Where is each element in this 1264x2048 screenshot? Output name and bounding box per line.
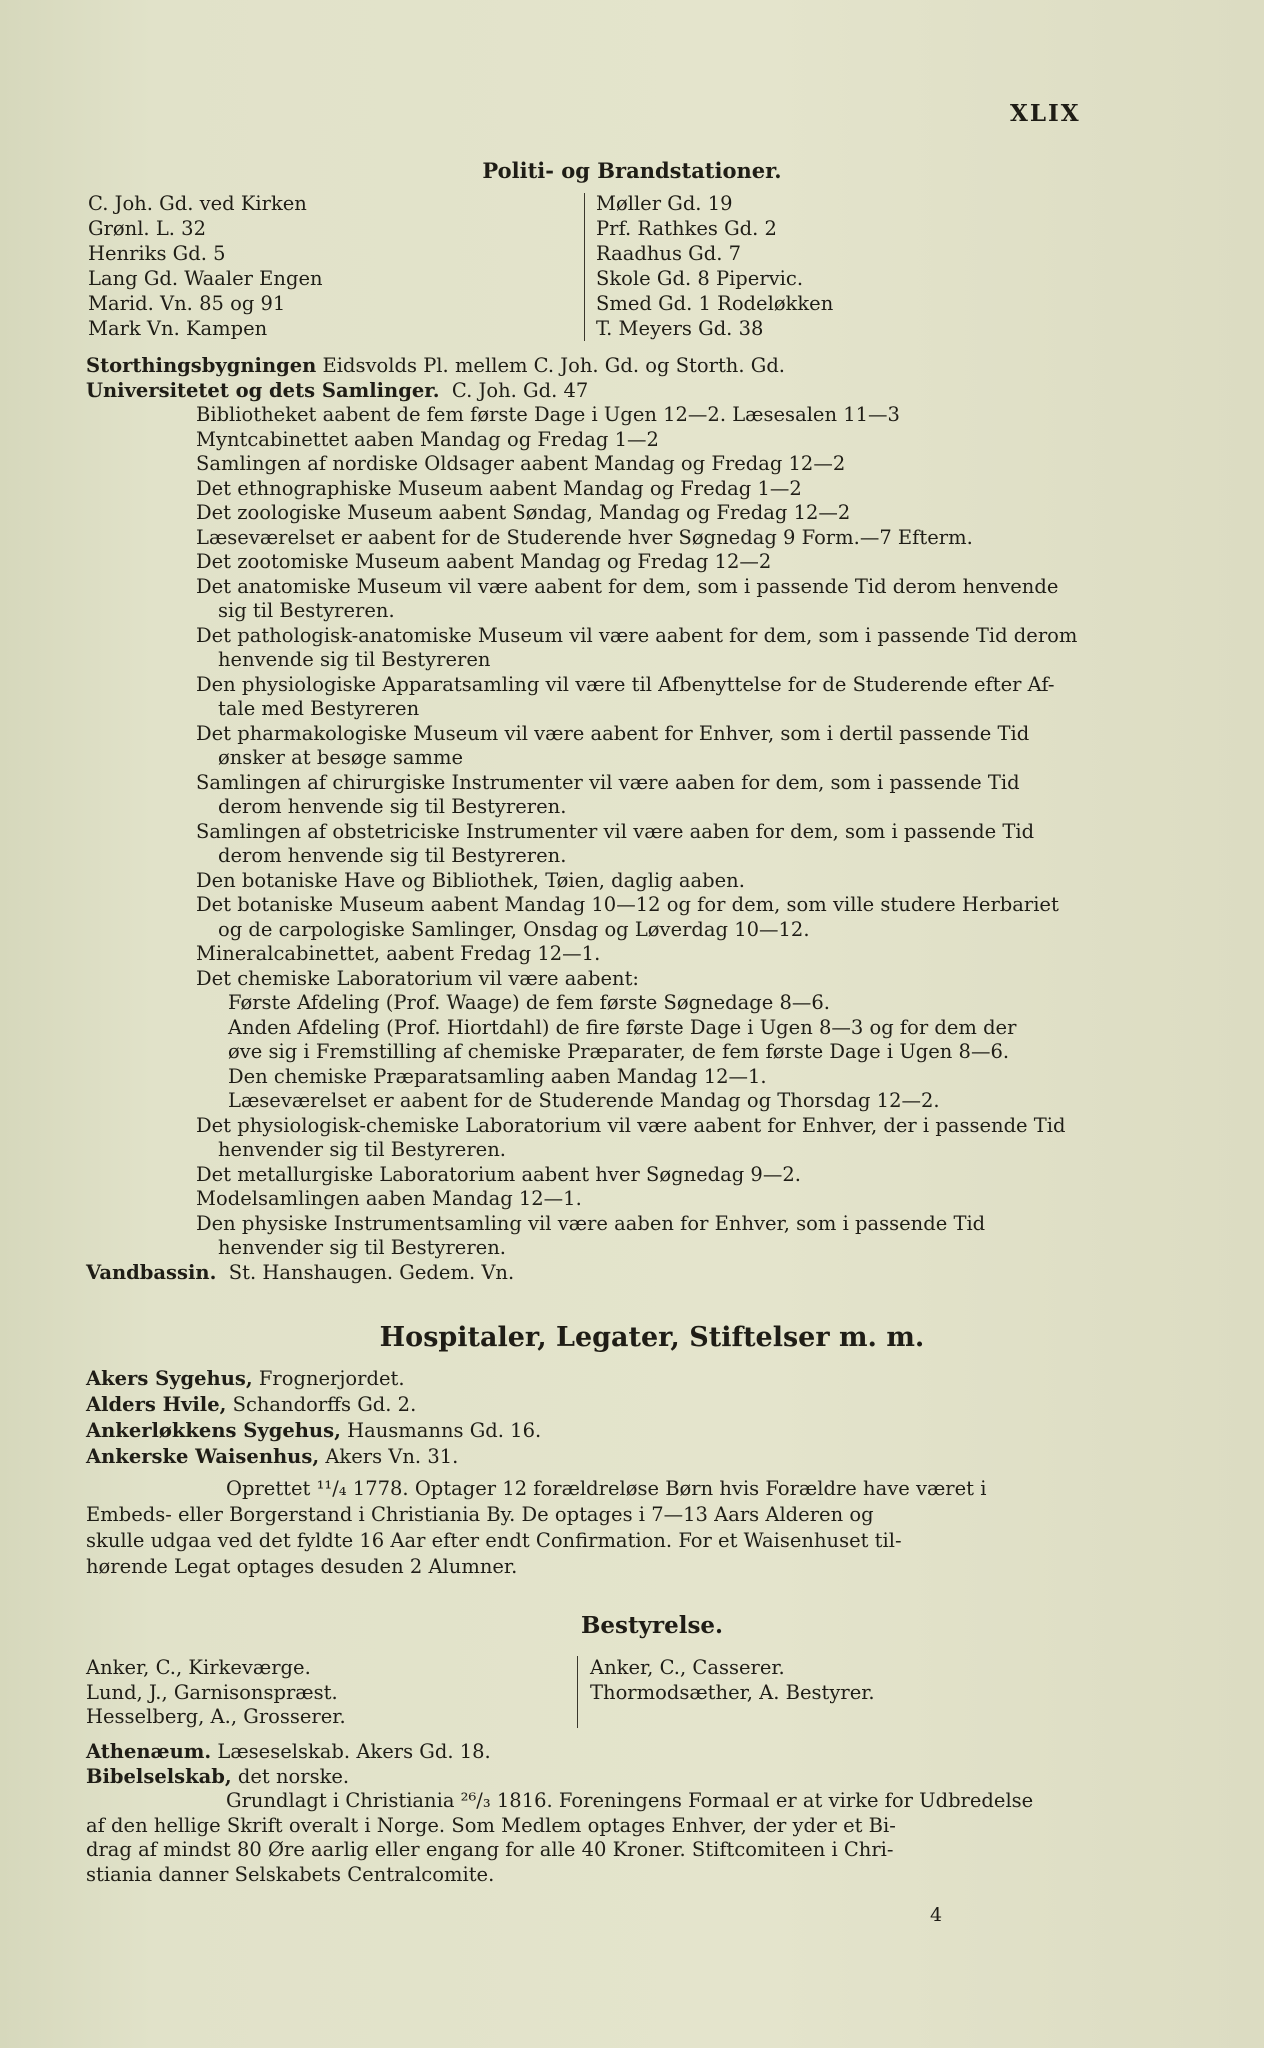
university-item — [86, 942, 1086, 967]
board-member: Hesselberg, A., Grosserer. — [86, 1705, 346, 1728]
university-item — [86, 575, 1086, 624]
university-item — [86, 428, 1086, 453]
politi-left-line: Grønl. L. 32 — [88, 217, 206, 240]
item-line: sig til Bestyreren. — [218, 599, 395, 622]
item-line: Den physiske Instrumentsamling vil være aaben for Enhver, som i passende Tid — [196, 1211, 986, 1235]
section-title-politi: Politi- og Brandstationer. — [482, 158, 782, 183]
university-item — [86, 1089, 1086, 1114]
hospital-entry — [86, 1444, 1086, 1470]
item-line: Læseværelset er aabent for de Studerende Mandag og Thorsdag 12—2. — [228, 1089, 940, 1112]
entry-heading: Alders Hvile, — [86, 1393, 227, 1416]
item-line: Det botaniske Museum aabent Mandag 10—12 og for dem, som ville studere Herbariet — [196, 893, 1059, 916]
university-item — [86, 967, 1086, 992]
paragraph-line: Oprettet ¹¹/₄ 1778. Optager 12 forældreløse Børn hvis Forældre have været i — [226, 1477, 987, 1500]
board-member: Thormodsæther, A. Bestyrer. — [590, 1680, 875, 1704]
politi-right-line: Prf. Rathkes Gd. 2 — [596, 217, 777, 240]
entry-heading: Akers Sygehus, — [86, 1367, 253, 1390]
university-item — [86, 820, 1086, 869]
item-line: Samlingen af nordiske Oldsager aabent Mandag og Fredag 12—2 — [196, 452, 846, 475]
athenaeum-entry — [86, 1740, 1096, 1765]
paragraph-line: stiania danner Selskabets Centralcomite. — [86, 1862, 495, 1886]
university-item — [86, 893, 1086, 942]
board-member: Anker, C., Kirkeværge. — [86, 1656, 311, 1679]
entry-text: C. Joh. Gd. 47 — [451, 378, 589, 402]
paragraph-line: hørende Legat optages desuden 2 Alumner. — [86, 1555, 518, 1578]
entry-text: det norske. — [237, 1764, 350, 1788]
hospital-entry — [86, 1418, 1086, 1444]
section-title-hospitaler: Hospitaler, Legater, Stiftelser m. m. — [379, 1322, 925, 1353]
university-item — [86, 991, 1086, 1016]
politi-left-line: Lang Gd. Waaler Engen — [88, 267, 323, 290]
university-item — [86, 624, 1086, 673]
paragraph-line: Embeds- eller Borgerstand i Christiania By. De optages i 7—13 Aars Alderen og — [86, 1503, 874, 1526]
item-line: derom henvende sig til Bestyreren. — [218, 844, 567, 867]
university-items-more — [86, 1114, 1086, 1261]
item-line: Det anatomiske Museum vil være aabent for dem, som i passende Tid derom henvende — [196, 574, 1059, 598]
item-line: henvender sig til Bestyreren. — [218, 1138, 506, 1161]
page-number: XLIX — [1010, 100, 1081, 127]
entry-text: Frognerjordet. — [258, 1367, 405, 1390]
board-member: Anker, C., Casserer. — [590, 1656, 785, 1679]
university-item — [86, 501, 1086, 526]
university-block — [86, 354, 1086, 1285]
item-line: og de carpologiske Samlinger, Onsdag og Løverdag 10—12. — [218, 917, 810, 941]
university-item — [86, 771, 1086, 820]
university-item — [86, 403, 1086, 428]
entry-heading: Storthingsbygningen — [86, 354, 317, 377]
university-item — [86, 477, 1086, 502]
item-line: Anden Afdeling (Prof. Hiortdahl) de fire første Dage i Ugen 8—3 og for dem der — [228, 1015, 1017, 1039]
item-line: Første Afdeling (Prof. Waage) de fem første Søgnedage 8—6. — [228, 991, 830, 1014]
university-item — [86, 1114, 1086, 1163]
politi-left-column — [88, 191, 323, 341]
board-right-column — [590, 1656, 875, 1705]
item-line: Myntcabinettet aaben Mandag og Fredag 1—2 — [196, 427, 659, 451]
politi-right-line: Skole Gd. 8 Pipervic. — [596, 267, 804, 290]
entry-heading: Bibelselskab, — [86, 1764, 232, 1788]
politi-left-line: Mark Vn. Kampen — [88, 317, 268, 340]
chemistry-items — [86, 991, 1086, 1114]
entry-text: Læseselskab. Akers Gd. 18. — [217, 1740, 491, 1763]
item-line: Den physiologiske Apparatsamling vil være til Afbenyttelse for de Studerende efter Af- — [196, 672, 1055, 696]
item-line: derom henvende sig til Bestyreren. — [218, 795, 567, 818]
entry-heading: Athenæum. — [86, 1740, 212, 1763]
item-line: Læseværelset er aabent for de Studerende hver Søgnedag 9 Form.—7 Efterm. — [196, 525, 973, 549]
paragraph-line: Grundlagt i Christiania ²⁶/₃ 1816. Foreningens Formaal er at virke for Udbredelse — [226, 1789, 1034, 1812]
signature-number: 4 — [930, 1904, 943, 1926]
item-line: Den botaniske Have og Bibliothek, Tøien, daglig aaben. — [196, 868, 745, 892]
item-line: Det zoologiske Museum aabent Søndag, Mandag og Fredag 12—2 — [196, 501, 851, 524]
university-item — [86, 1212, 1086, 1261]
item-line: Mineralcabinettet, aabent Fredag 12—1. — [196, 942, 601, 965]
item-line: tale med Bestyreren — [218, 697, 420, 720]
entry-heading: Ankerske Waisenhus, — [86, 1445, 320, 1468]
politi-right-line: Raadhus Gd. 7 — [596, 242, 742, 265]
item-line: henvender sig til Bestyreren. — [218, 1236, 506, 1259]
item-line: Modelsamlingen aaben Mandag 12—1. — [196, 1187, 582, 1210]
item-line: Det metallurgiske Laboratorium aabent hver Søgnedag 9—2. — [196, 1162, 801, 1186]
section-title-bestyrelse: Bestyrelse. — [580, 1612, 724, 1639]
politi-left-line: Henriks Gd. 5 — [88, 242, 226, 265]
storthing-entry — [86, 354, 1086, 379]
paragraph-line: af den hellige Skrift overalt i Norge. Som Medlem optages Enhver, der yder et Bi- — [86, 1813, 896, 1837]
item-line: Det zootomiske Museum aabent Mandag og Fredag 12—2 — [196, 550, 772, 573]
item-line: Det ethnographiske Museum aabent Mandag og Fredag 1—2 — [196, 476, 802, 500]
entry-heading: Universitetet og dets Samlinger. — [86, 378, 440, 402]
university-item — [86, 673, 1086, 722]
university-item — [86, 1163, 1086, 1188]
entry-text: Hausmanns Gd. 16. — [347, 1419, 542, 1442]
politi-left-line: C. Joh. Gd. ved Kirken — [88, 192, 307, 215]
item-line: øve sig i Fremstilling af chemiske Præparater, de fem første Dage i Ugen 8—6. — [228, 1040, 1010, 1063]
politi-right-line: Møller Gd. 19 — [596, 192, 733, 215]
item-line: Den chemiske Præparatsamling aaben Mandag 12—1. — [228, 1064, 767, 1088]
item-line: Det physiologisk-chemiske Laboratorium vil være aabent for Enhver, der i passende Tid — [196, 1113, 1066, 1137]
entry-heading: Ankerløkkens Sygehus, — [86, 1419, 341, 1442]
university-item — [86, 526, 1086, 551]
paragraph-line: drag af mindst 80 Øre aarlig eller engang for alle 40 Kroner. Stiftcomiteen i Chri- — [86, 1838, 894, 1861]
tail-block — [86, 1740, 1096, 1887]
item-line: Det pathologisk-anatomiske Museum vil være aabent for dem, som i passende Tid derom — [196, 623, 1078, 647]
entry-text: Akers Vn. 31. — [325, 1445, 459, 1468]
university-item — [86, 1187, 1086, 1212]
hospital-entry — [86, 1366, 1086, 1392]
entry-text: Eidsvolds Pl. mellem C. Joh. Gd. og Storth. Gd. — [322, 354, 785, 377]
entry-text: Schandorffs Gd. 2. — [232, 1393, 417, 1416]
item-line: Bibliotheket aabent de fem første Dage i Ugen 12—2. Læsesalen 11—3 — [196, 403, 900, 426]
item-line: Samlingen af chirurgiske Instrumenter vil være aaben for dem, som i passende Tid — [196, 770, 1020, 794]
university-item — [86, 550, 1086, 575]
column-divider — [577, 1656, 578, 1728]
university-item — [86, 869, 1086, 894]
politi-right-column — [596, 191, 833, 341]
university-item — [86, 1065, 1086, 1090]
column-divider — [584, 193, 585, 341]
hospital-block — [86, 1366, 1086, 1580]
hospital-entry — [86, 1392, 1086, 1418]
bibelselskab-entry — [86, 1765, 1096, 1790]
entry-text: St. Hanshaugen. Gedem. Vn. — [228, 1260, 515, 1284]
board-left-column — [86, 1656, 346, 1730]
paragraph-line: skulle udgaa ved det fyldte 16 Aar efter endt Confirmation. For et Waisenhuset til- — [86, 1529, 902, 1552]
item-line: Det pharmakologiske Museum vil være aabent for Enhver, som i dertil passende Tid — [196, 721, 1030, 745]
item-line: henvende sig til Bestyreren — [218, 648, 491, 671]
politi-right-line: Smed Gd. 1 Rodeløkken — [596, 292, 834, 315]
politi-right-line: T. Meyers Gd. 38 — [596, 317, 764, 340]
item-line: ønsker at besøge samme — [218, 746, 463, 769]
university-item — [86, 1016, 1086, 1065]
item-line: Det chemiske Laboratorium vil være aabent: — [196, 966, 639, 990]
vandbassin-entry — [86, 1261, 1086, 1286]
entry-heading: Vandbassin. — [86, 1260, 217, 1284]
university-item — [86, 452, 1086, 477]
university-entry — [86, 379, 1086, 404]
university-item — [86, 722, 1086, 771]
university-items — [86, 403, 1086, 991]
item-line: Samlingen af obstetriciske Instrumenter vil være aaben for dem, som i passende Tid — [196, 819, 1035, 843]
board-member: Lund, J., Garnisonspræst. — [86, 1680, 338, 1704]
politi-left-line: Marid. Vn. 85 og 91 — [88, 292, 286, 315]
